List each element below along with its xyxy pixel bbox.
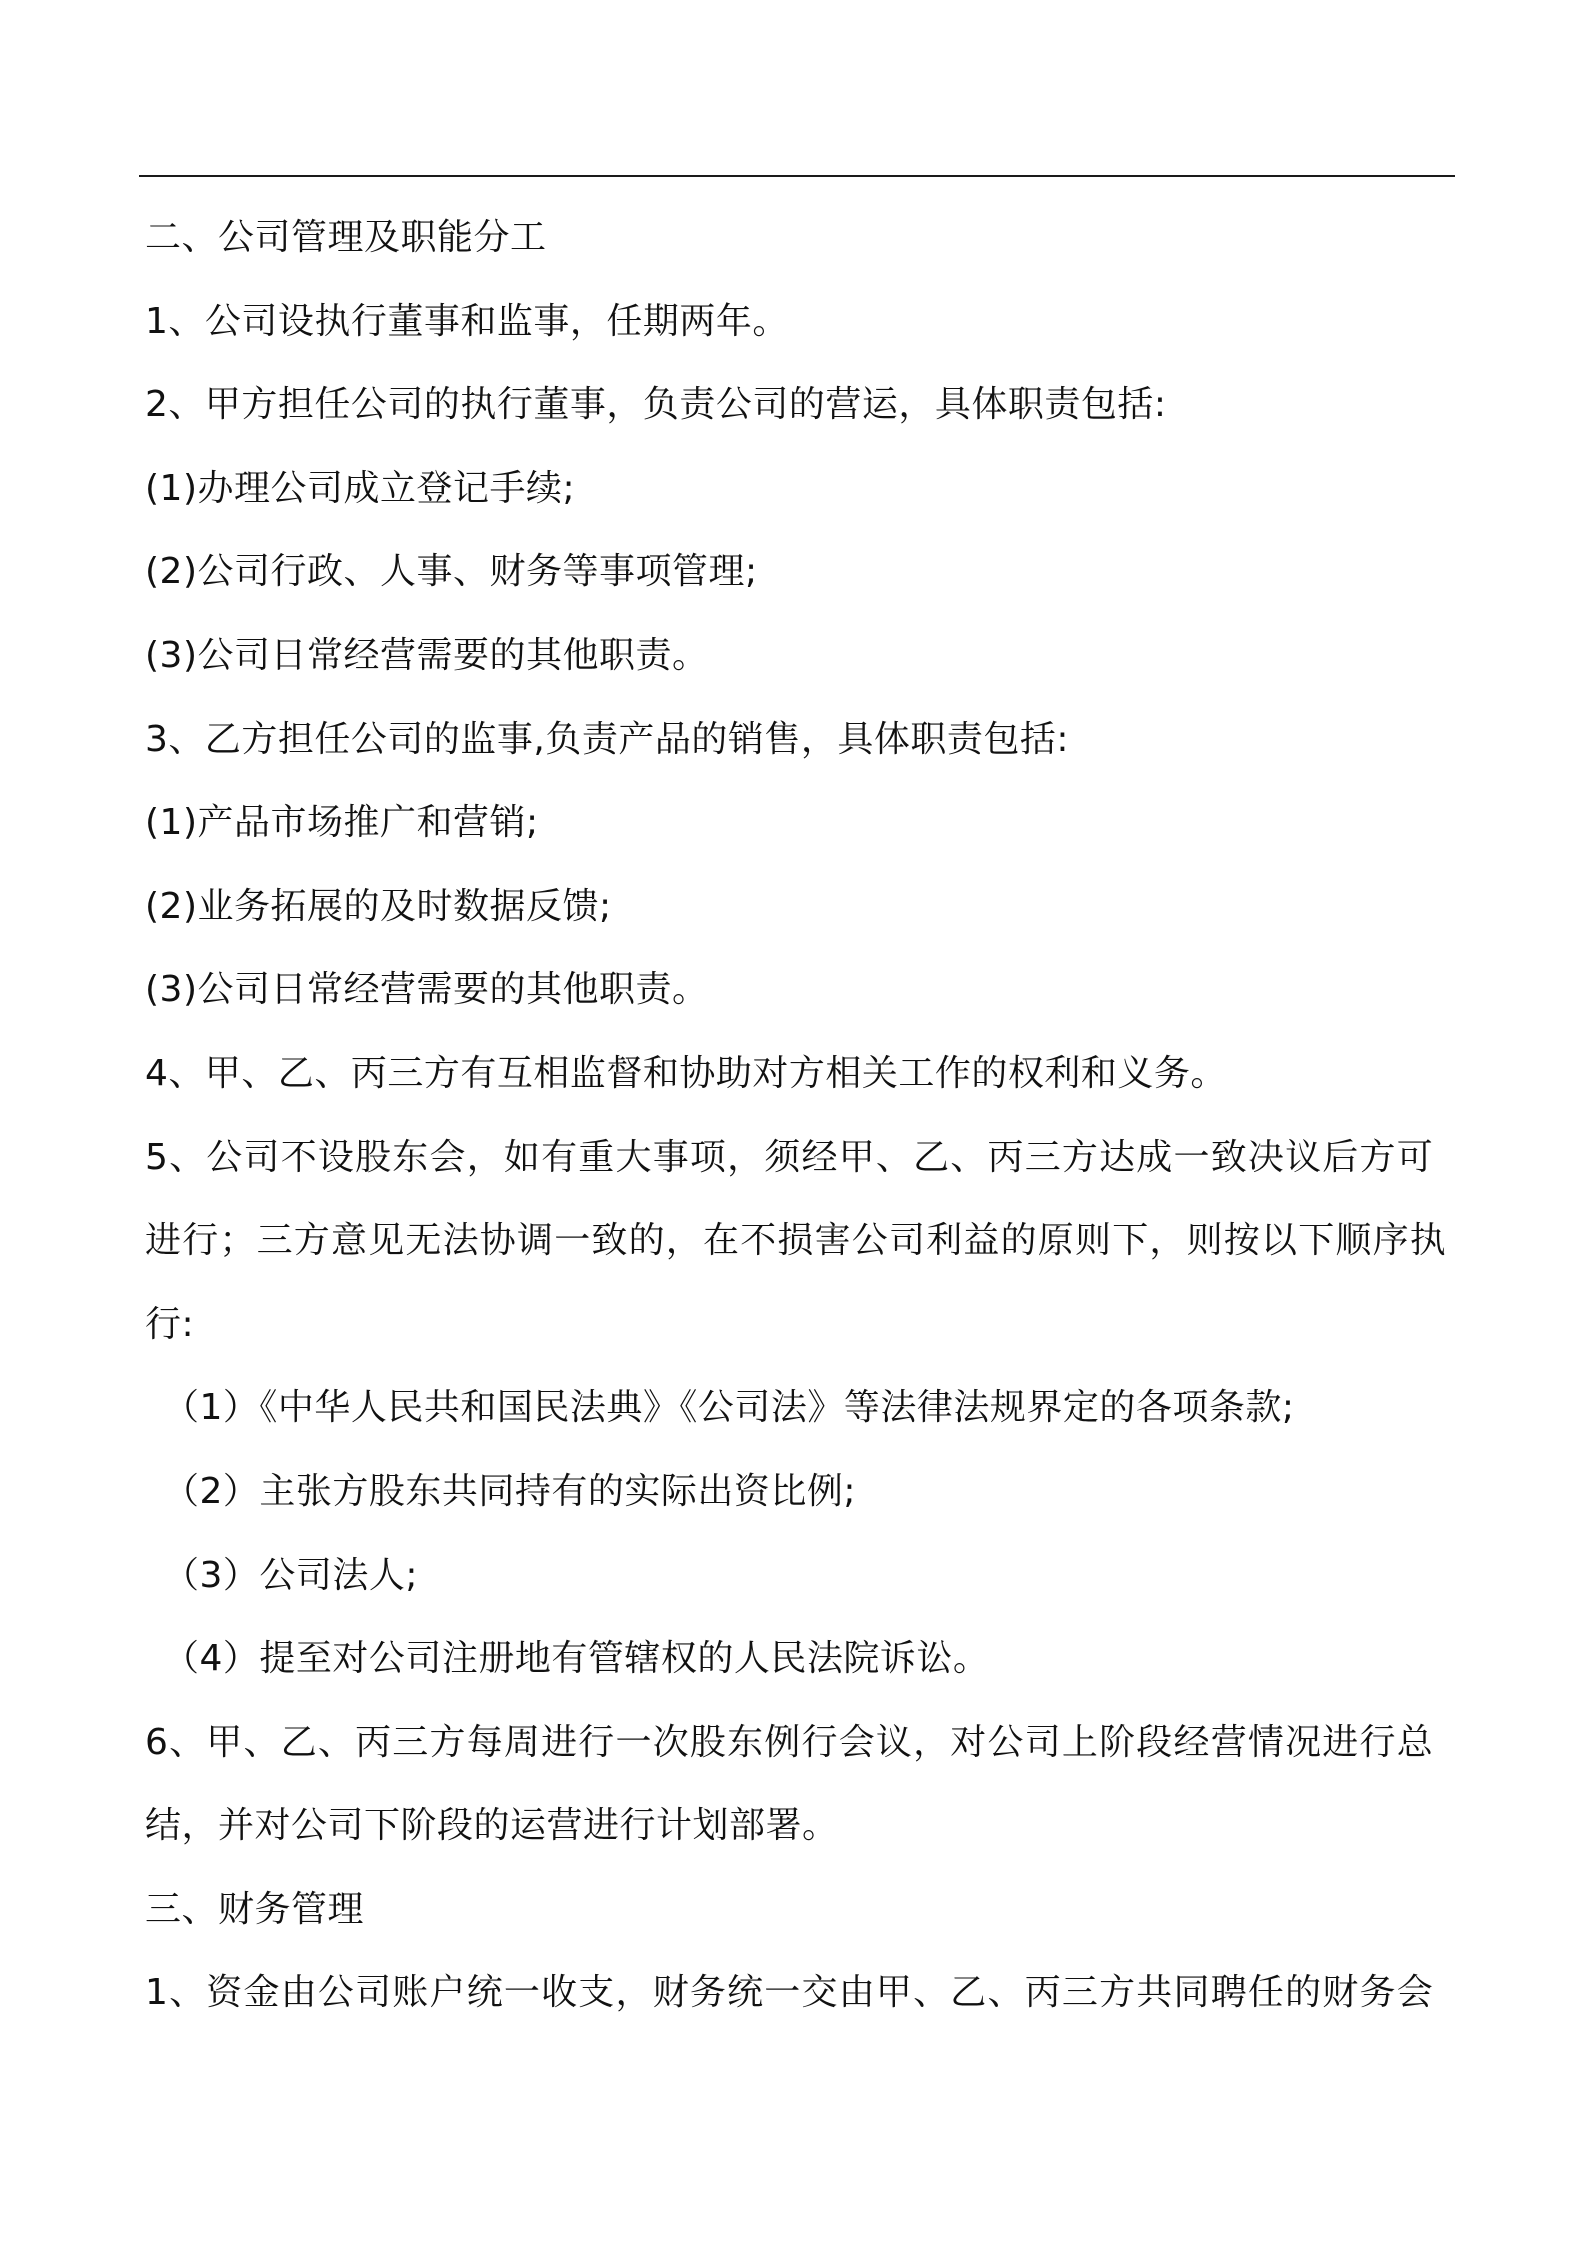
- clause-4-supervision: 4、甲、乙、丙三方有互相监督和协助对方相关工作的权利和义务。: [145, 1052, 1227, 1094]
- clause-3-party-b: 3、乙方担任公司的监事,负责产品的销售，具体职责包括:: [145, 718, 1069, 760]
- clause-6-line-1: 6、甲、乙、丙三方每周进行一次股东例行会议，对公司上阶段经营情况进行总: [145, 1721, 1434, 1763]
- clause-3-sub-1: (1)产品市场推广和营销;: [145, 802, 539, 844]
- clause-5-sub-3: （3）公司法人;: [163, 1554, 419, 1596]
- clause-5-line-2: 进行；三方意见无法协调一致的，在不损害公司利益的原则下，则按以下顺序执: [145, 1220, 1448, 1262]
- clause-3-sub-3: (3)公司日常经营需要的其他职责。: [145, 969, 709, 1011]
- clause-5-sub-1: （1）《中华人民共和国民法典》《公司法》等法律法规界定的各项条款;: [163, 1387, 1295, 1429]
- clause-3-sub-2: (2)业务拓展的及时数据反馈;: [145, 885, 612, 927]
- header-rule: [139, 175, 1455, 177]
- clause-5-sub-4: （4）提至对公司注册地有管辖权的人民法院诉讼。: [163, 1638, 990, 1680]
- clause-5-sub-2: （2）主张方股东共同持有的实际出资比例;: [163, 1470, 857, 1512]
- finance-clause-1: 1、资金由公司账户统一收支，财务统一交由甲、乙、丙三方共同聘任的财务会: [145, 1972, 1434, 2014]
- document-body: [145, 196, 1465, 2035]
- clause-2-sub-1: (1)办理公司成立登记手续;: [145, 467, 576, 509]
- section-heading-management: 二、公司管理及职能分工: [145, 217, 547, 258]
- clause-2-sub-2: (2)公司行政、人事、财务等事项管理;: [145, 551, 758, 593]
- section-heading-finance: 三、财务管理: [145, 1888, 365, 1930]
- clause-1-term: 1、公司设执行董事和监事，任期两年。: [145, 300, 789, 342]
- clause-5-line-1: 5、公司不设股东会，如有重大事项，须经甲、乙、丙三方达成一致决议后方可: [145, 1136, 1434, 1178]
- clause-6-line-2: 结，并对公司下阶段的运营进行计划部署。: [145, 1805, 839, 1847]
- clause-5-line-3: 行:: [145, 1303, 195, 1345]
- clause-2-sub-3: (3)公司日常经营需要的其他职责。: [145, 634, 709, 676]
- clause-2-party-a: 2、甲方担任公司的执行董事，负责公司的营运，具体职责包括:: [145, 384, 1167, 426]
